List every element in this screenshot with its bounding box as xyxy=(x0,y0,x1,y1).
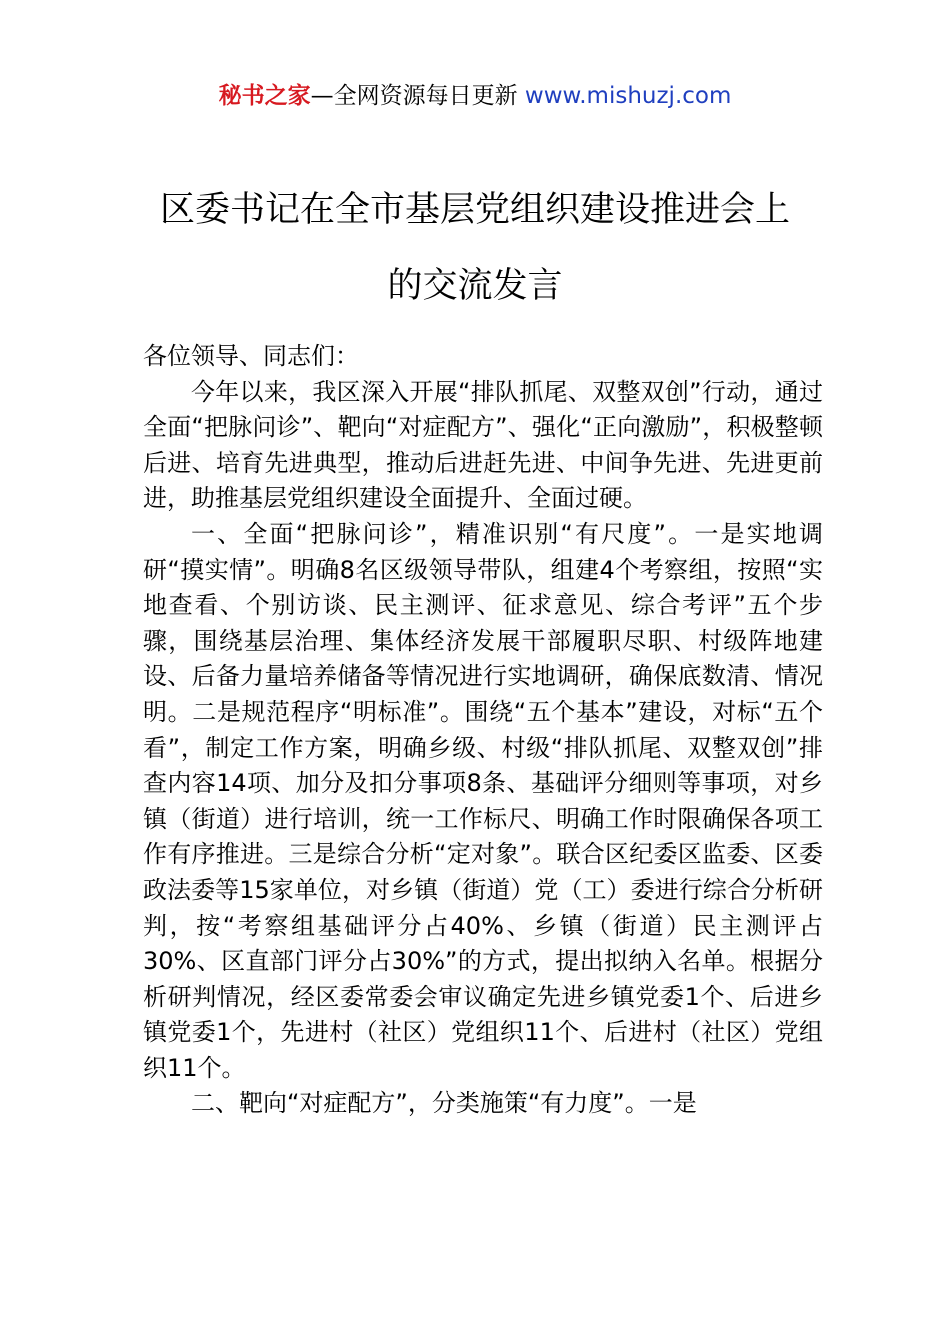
title-line-2: 的交流发言 xyxy=(387,266,563,306)
document-body xyxy=(143,339,823,1122)
header-tagline: —全网资源每日更新 xyxy=(310,83,525,109)
title-line-1: 区委书记在全市基层党组织建设推进会上 xyxy=(159,190,790,230)
brand-name: 秘书之家 xyxy=(218,83,311,109)
paragraph-intro: 今年以来，我区深入开展“排队抓尾、双整双创”行动，通过全面“把脉问诊”、靶向“对症配方”、强化“正向激励”，积极整顿后进、培育先进典型，推动后进赶先进、中间争先进、先进更前进，助推基层党组织建设全面提升、全面过硬。 xyxy=(143,377,823,513)
site-header xyxy=(0,80,950,112)
paragraph-section-1: 一、全面“把脉问诊”，精准识别“有尺度”。一是实地调研“摸实情”。明确8名区级领导带队，组建4个考察组，按照“实地查看、个别访谈、民主测评、征求意见、综合考评”五个步骤，围绕基层治理、集体经济发展干部履职尽职、村级阵地建设、后备力量培养储备等情况进行实地调研，确保底数清、情况明。二是规范程序“明标准”。围绕“五个基本”建设，对标“五个看”，制定工作方案，明确乡级、村级“排队抓尾、双整双创”排查内容14项、加分及扣分事项8条、基础评分细则等事项，对乡镇（街道）进行培训，统一工作标尺、明确工作时限确保各项工作有序推进。三是综合分析“定对象”。联合区纪委区监委、区委政法委等15家单位，对乡镇（街道）党（工）委进行综合分析研判，按“考察组基础评分占40%、乡镇（街道）民主测评占30%、区直部门评分占30%”的方式，提出拟纳入名单。根据分析研判情况，经区委常委会审议确定先进乡镇党委1个、后进乡镇党委1个，先进村（社区）党组织11个、后进村（社区）党组织11个。 xyxy=(143,519,823,1082)
document-title xyxy=(60,172,890,324)
site-url-link[interactable]: www.mishuzj.com xyxy=(524,83,732,109)
paragraph-section-2: 二、靶向“对症配方”，分类施策“有力度”。一是 xyxy=(191,1089,697,1118)
salutation: 各位领导、同志们： xyxy=(143,342,359,370)
